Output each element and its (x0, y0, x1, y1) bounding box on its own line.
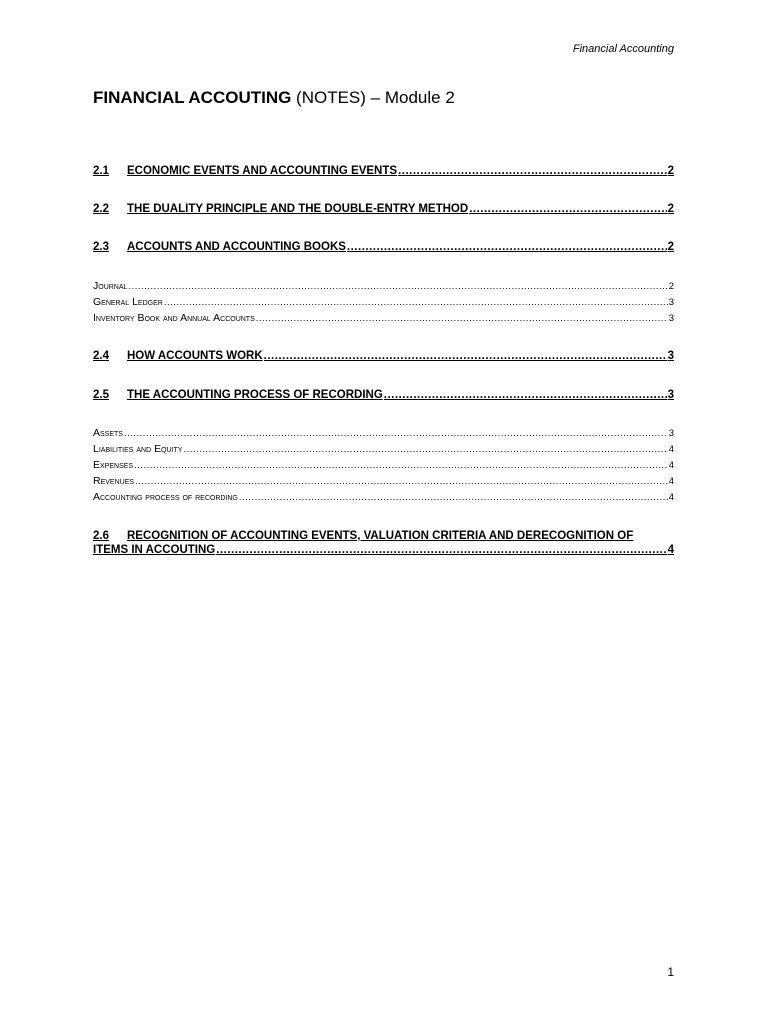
toc-entry-2-2[interactable] (93, 203, 674, 215)
toc-entry-2-4[interactable] (93, 350, 674, 362)
toc-entry-label: Accounting process of recording (93, 491, 238, 503)
toc-entry-label: Inventory Book and Annual Accounts (93, 312, 255, 324)
toc-entry-label: THE DUALITY PRINCIPLE AND THE DOUBLE-ENTRY METHOD (127, 203, 469, 215)
toc-leader-dots (347, 241, 667, 253)
toc-entry-page: 2 (667, 203, 674, 215)
toc-leader-dots (264, 350, 667, 362)
toc-entry-page: 3 (668, 313, 674, 324)
toc-entry-label: Assets (93, 427, 123, 439)
toc-leader-dots (256, 313, 668, 324)
toc-entry-page: 4 (668, 476, 674, 487)
toc-subentry-inventory-book[interactable] (93, 312, 674, 324)
toc-entry-label: THE ACCOUNTING PROCESS OF RECORDING (127, 389, 383, 401)
toc-leader-dots (128, 281, 667, 292)
toc-entry-line-1 (93, 530, 674, 542)
running-header: Financial Accounting (572, 43, 674, 55)
toc-entry-page: 4 (668, 444, 674, 455)
toc-leader-dots (124, 428, 668, 439)
page-number: 1 (667, 965, 674, 979)
toc-entry-number: 2.4 (93, 350, 109, 362)
toc-entry-page: 4 (668, 460, 674, 471)
toc-entry-label: Journal (93, 280, 128, 292)
toc-entry-label: ECONOMIC EVENTS AND ACCOUNTING EVENTS (127, 165, 398, 177)
toc-entry-label: Liabilities and Equity (93, 443, 183, 455)
toc-entry-label-continued: ITEMS IN ACCOUTING (93, 544, 216, 556)
toc-entry-label: ACCOUNTS AND ACCOUNTING BOOKS (127, 241, 346, 253)
toc-entry-label: Revenues (93, 475, 135, 487)
document-title-rest: (NOTES) – Module 2 (291, 88, 455, 107)
toc-entry-page: 2 (667, 241, 674, 253)
toc-entry-label: General Ledger (93, 296, 163, 308)
toc-entry-label: HOW ACCOUNTS WORK (127, 350, 263, 362)
toc-leader-dots (384, 389, 667, 401)
toc-leader-dots (239, 492, 668, 503)
toc-leader-dots (164, 297, 668, 308)
toc-entry-page: 3 (668, 297, 674, 308)
toc-subentry-liabilities-equity[interactable] (93, 443, 674, 455)
document-title-bold: FINANCIAL ACCOUTING (93, 88, 292, 107)
toc-entry-2-3[interactable] (93, 241, 674, 253)
toc-entry-2-1[interactable] (93, 165, 674, 177)
toc-entry-number: 2.5 (93, 389, 109, 401)
toc-subentry-expenses[interactable] (93, 459, 674, 471)
toc-entry-page: 2 (668, 281, 674, 292)
toc-entry-number: 2.6 (93, 530, 109, 542)
toc-entry-page: 3 (668, 428, 674, 439)
toc-entry-label: Expenses (93, 459, 134, 471)
toc-entry-page: 3 (667, 389, 674, 401)
toc-leader-dots (398, 165, 667, 177)
toc-leader-dots (183, 444, 667, 455)
toc-entry-page: 4 (667, 544, 674, 556)
toc-entry-2-5[interactable] (93, 389, 674, 401)
toc-leader-dots (469, 203, 666, 215)
toc-subentry-journal[interactable] (93, 280, 674, 292)
toc-subentry-assets[interactable] (93, 427, 674, 439)
toc-entry-number: 2.1 (93, 165, 109, 177)
toc-subentry-general-ledger[interactable] (93, 296, 674, 308)
document-title (93, 88, 455, 108)
toc-entry-number: 2.3 (93, 241, 109, 253)
toc-leader-dots (216, 544, 666, 556)
toc-entry-line-2 (93, 544, 674, 556)
toc-subentry-accounting-process[interactable] (93, 491, 674, 503)
toc-entry-page: 2 (667, 165, 674, 177)
toc-entry-page: 4 (668, 492, 674, 503)
toc-entry-label: RECOGNITION OF ACCOUNTING EVENTS, VALUATION CRITERIA AND DERECOGNITION OF (127, 530, 634, 542)
toc-entry-2-6[interactable] (93, 530, 674, 556)
toc-leader-dots (135, 476, 668, 487)
toc-subentry-revenues[interactable] (93, 475, 674, 487)
toc-entry-number: 2.2 (93, 203, 109, 215)
toc-entry-page: 3 (667, 350, 674, 362)
toc-leader-dots (134, 460, 668, 471)
